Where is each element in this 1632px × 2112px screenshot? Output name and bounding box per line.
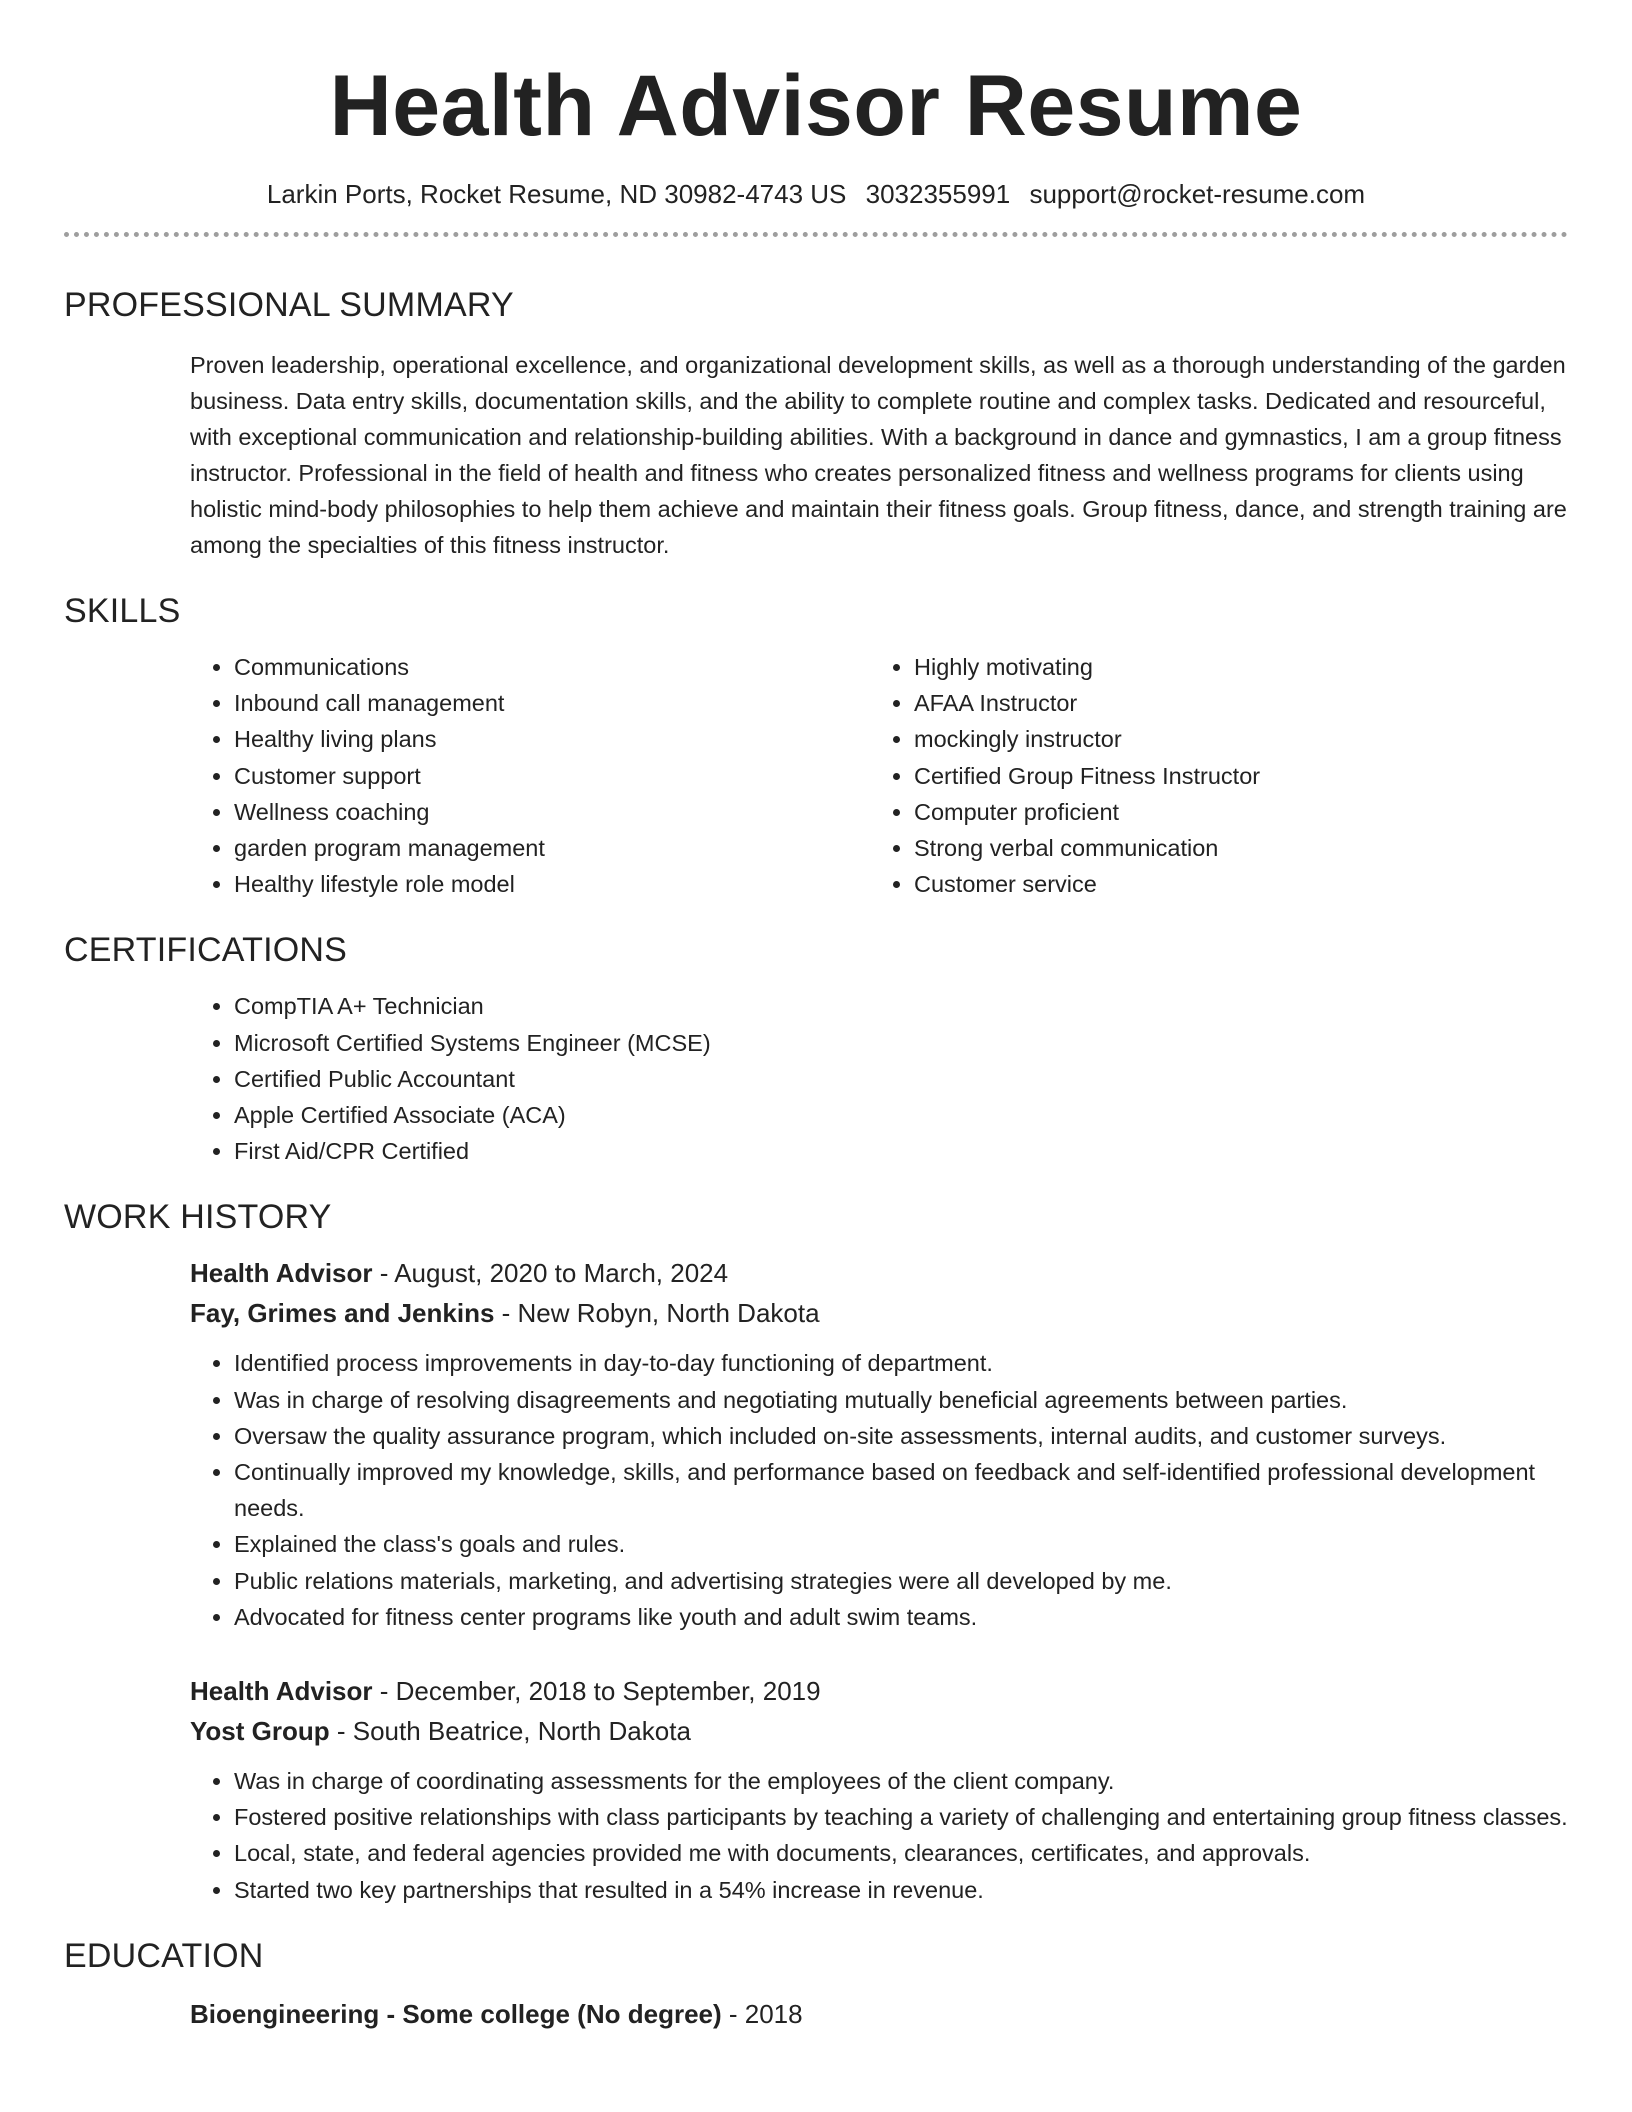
- certification-item: • Apple Certified Associate (ACA): [234, 1097, 1568, 1133]
- job-bullet: • Explained the class's goals and rules.: [234, 1526, 1568, 1562]
- certifications-list: [190, 988, 1568, 1169]
- job-entry: [64, 1253, 1568, 1635]
- contact-line: [64, 176, 1568, 212]
- job-dates: - August, 2020 to March, 2024: [372, 1258, 729, 1289]
- skills-columns: [64, 649, 1568, 902]
- education-section: [64, 1934, 1568, 2034]
- job-location: - New Robyn, North Dakota: [494, 1298, 820, 1329]
- skill-item: • Customer support: [234, 758, 870, 794]
- skill-item: • mockingly instructor: [914, 721, 1550, 757]
- certification-item: • Microsoft Certified Systems Engineer (MCSE): [234, 1025, 1568, 1061]
- skill-item: • garden program management: [234, 830, 870, 866]
- skill-item: • Computer proficient: [914, 794, 1550, 830]
- skill-item: • Healthy living plans: [234, 721, 870, 757]
- job-company-line: [190, 1293, 1568, 1333]
- education-line: [190, 1994, 1568, 2034]
- skill-item: • AFAA Instructor: [914, 685, 1550, 721]
- skills-column-left: [190, 649, 870, 902]
- job-company-line: [190, 1711, 1568, 1751]
- skills-list-left: [190, 649, 870, 902]
- certification-item: • CompTIA A+ Technician: [234, 988, 1568, 1024]
- job-entry: [64, 1671, 1568, 1908]
- summary-text: Proven leadership, operational excellence, and organizational development skills, as well as a thorough understanding of the garden business. Data entry skills, documentation skills, and the ability to complete routine and complex tasks. Dedicated and resourceful, with exceptional communication and relationship-building abilities. With a background in dance and gymnastics, I am a group fitness instructor. Professional in the field of health and fitness who creates personalized fitness and wellness programs for clients using holistic mind-body philosophies to help them achieve and maintain their fitness goals. Group fitness, dance, and strength training are among the specialties of this fitness instructor.: [190, 352, 1567, 558]
- section-heading-work-history: WORK HISTORY: [64, 1198, 332, 1237]
- section-heading-skills: SKILLS: [64, 592, 181, 630]
- skill-item: • Inbound call management: [234, 685, 870, 721]
- skill-item: • Communications: [234, 649, 870, 685]
- job-bullet: • Local, state, and federal agencies provided me with documents, clearances, certificates, and approvals.: [234, 1835, 1568, 1871]
- job-bullet: • Started two key partnerships that resulted in a 54% increase in revenue.: [234, 1872, 1568, 1908]
- section-heading-education: EDUCATION: [64, 1936, 264, 1975]
- job-bullet: • Identified process improvements in day-to-day functioning of department.: [234, 1345, 1568, 1381]
- job-company: Yost Group: [190, 1716, 330, 1747]
- skill-item: • Healthy lifestyle role model: [234, 866, 870, 902]
- section-heading-certifications: CERTIFICATIONS: [64, 931, 348, 970]
- education-year: - 2018: [721, 1998, 803, 2029]
- certification-item: • Certified Public Accountant: [234, 1061, 1568, 1097]
- skill-item: • Highly motivating: [914, 649, 1550, 685]
- skills-column-right: [870, 649, 1550, 902]
- job-bullet: • Advocated for fitness center programs like youth and adult swim teams.: [234, 1599, 1568, 1635]
- job-bullet: • Fostered positive relationships with class participants by teaching a variety of challenging and entertaining group fitness classes.: [234, 1799, 1568, 1835]
- skill-item: • Customer service: [914, 866, 1550, 902]
- job-title-line: [190, 1253, 1568, 1293]
- job-bullet: • Was in charge of resolving disagreements and negotiating mutually beneficial agreements between parties.: [234, 1382, 1568, 1418]
- job-bullets: [190, 1763, 1568, 1908]
- job-title: Health Advisor: [190, 1676, 373, 1707]
- contact-phone: 3032355991: [865, 179, 1011, 209]
- job-bullet: • Was in charge of coordinating assessments for the employees of the client company.: [234, 1763, 1568, 1799]
- job-bullet: • Continually improved my knowledge, skills, and performance based on feedback and self-identified professional development needs.: [234, 1454, 1568, 1526]
- education-body: [64, 1994, 1568, 2034]
- skill-item: • Wellness coaching: [234, 794, 870, 830]
- job-company: Fay, Grimes and Jenkins: [190, 1298, 495, 1329]
- job-location: - South Beatrice, North Dakota: [329, 1716, 691, 1747]
- professional-summary-section: [64, 283, 1568, 563]
- job-title-line: [190, 1671, 1568, 1711]
- contact-email: support@rocket-resume.com: [1029, 179, 1366, 209]
- section-heading-summary: PROFESSIONAL SUMMARY: [64, 286, 514, 324]
- skill-item: • Certified Group Fitness Instructor: [914, 758, 1550, 794]
- job-bullet: • Public relations materials, marketing, and advertising strategies were all developed by me.: [234, 1563, 1568, 1599]
- skills-list-right: [870, 649, 1550, 902]
- contact-address: Larkin Ports, Rocket Resume, ND 30982-4743 US: [266, 179, 847, 209]
- education-degree: Bioengineering - Some college (No degree): [190, 1998, 722, 2029]
- certifications-body: [64, 988, 1568, 1169]
- certification-item: • First Aid/CPR Certified: [234, 1133, 1568, 1169]
- header-divider: [64, 232, 1568, 237]
- job-title: Health Advisor: [190, 1258, 373, 1289]
- skill-item: • Strong verbal communication: [914, 830, 1550, 866]
- work-history-section: [64, 1195, 1568, 1907]
- summary-body: [64, 347, 1568, 563]
- resume-title: Health Advisor Resume: [329, 58, 1303, 154]
- job-bullet: • Oversaw the quality assurance program, which included on-site assessments, internal audits, and customer surveys.: [234, 1418, 1568, 1454]
- job-dates: - December, 2018 to September, 2019: [372, 1676, 821, 1707]
- skills-section: [64, 589, 1568, 902]
- certifications-section: [64, 928, 1568, 1169]
- job-bullets: [190, 1345, 1568, 1635]
